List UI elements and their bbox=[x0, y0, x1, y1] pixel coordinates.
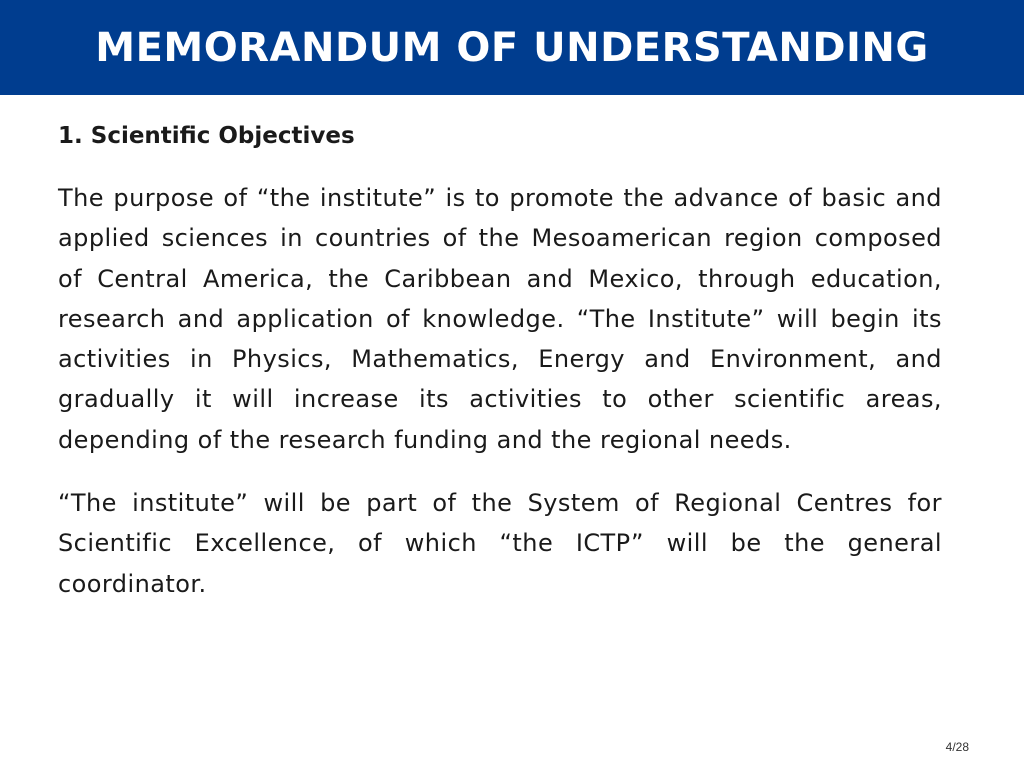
section-heading: 1. Scientific Objectives bbox=[58, 123, 355, 149]
paragraph-system: “The institute” will be part of the System of Regional Centres for Scientific Excellence, of which “the ICTP” will be the general coordinator. bbox=[58, 489, 942, 598]
slide-title: MEMORANDUM OF UNDERSTANDING bbox=[95, 24, 929, 71]
page-number: 4/28 bbox=[945, 740, 969, 754]
paragraph-purpose: The purpose of “the institute” is to promote the advance of basic and applied sciences in countries of the Mesoamerican region composed of Central America, the Caribbean and Mexico, through education, research and application of knowledge. “The Institute” will begin its activities in Physics, Mathematics, Energy and Environment, and gradually it will increase its activities to other scientific areas, depending of the research funding and the regional needs. bbox=[58, 184, 942, 454]
slide-content bbox=[58, 118, 942, 627]
title-bar bbox=[0, 0, 1024, 95]
